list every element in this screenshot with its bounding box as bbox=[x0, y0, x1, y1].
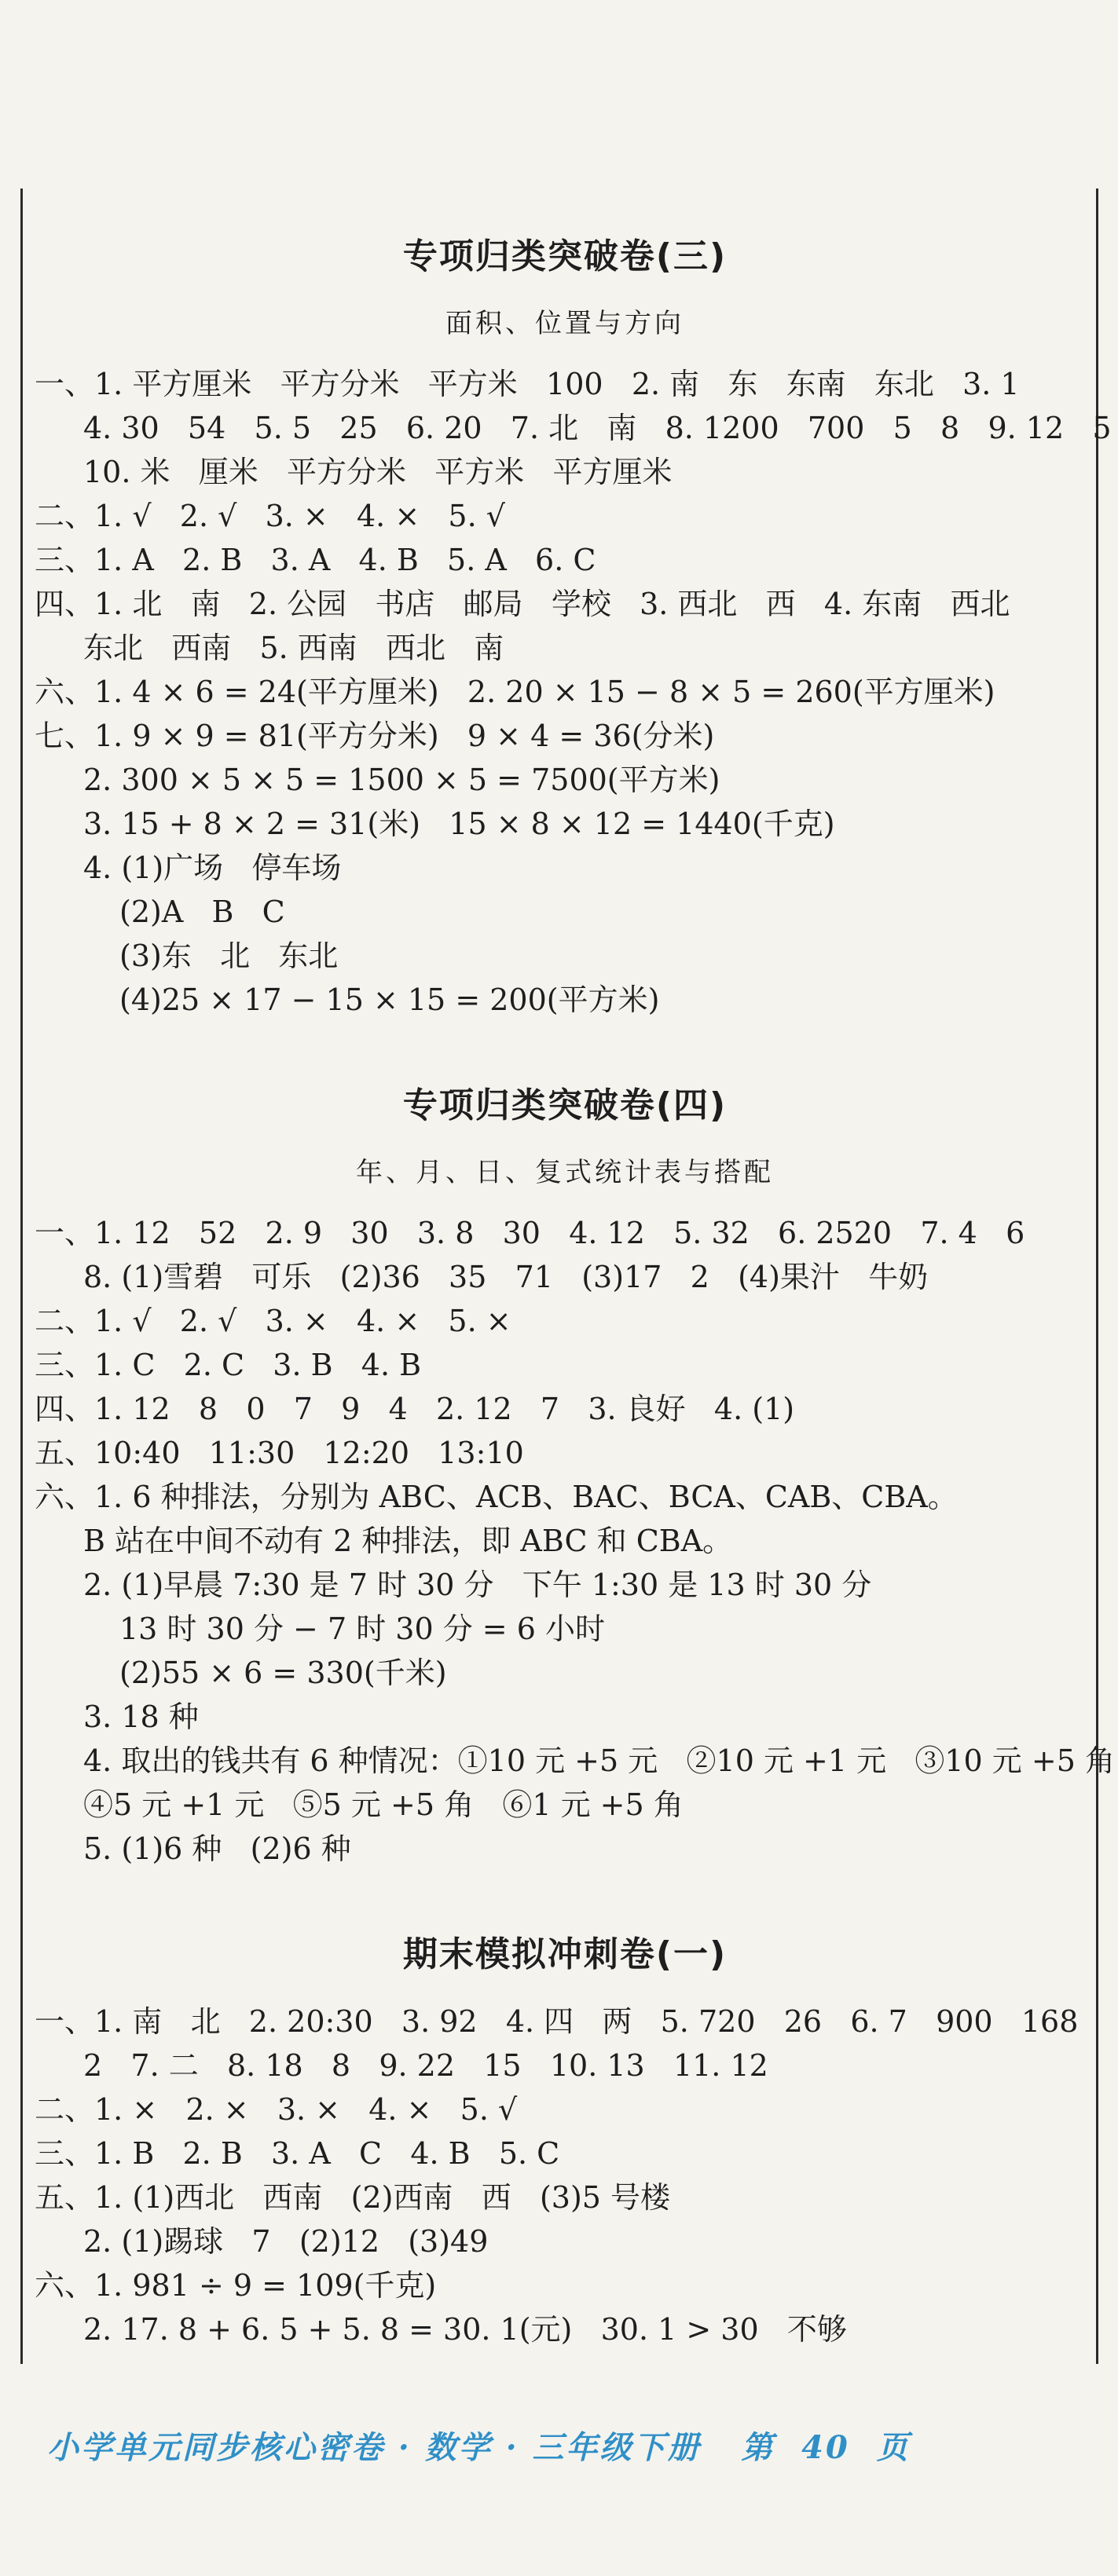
answer-line: (2)A B C bbox=[119, 895, 285, 929]
answer-line: 10. 米 厘米 平方分米 平方米 平方厘米 bbox=[83, 455, 673, 489]
answer-line: 2 7. 二 8. 18 8 9. 22 15 10. 13 11. 12 bbox=[83, 2048, 768, 2083]
answer-line: 三、1. B 2. B 3. A C 4. B 5. C bbox=[35, 2136, 560, 2171]
answer-line: 2. (1)踢球 7 (2)12 (3)49 bbox=[83, 2224, 489, 2259]
right-margin-rule bbox=[1096, 188, 1098, 2364]
answer-line: 2. (1)早晨 7:30 是 7 时 30 分 下午 1:30 是 13 时 30 分 bbox=[83, 1568, 872, 1602]
answer-line: 五、1. (1)西北 西南 (2)西南 西 (3)5 号楼 bbox=[35, 2180, 671, 2215]
section-subtitle: 年、月、日、复式统计表与搭配 bbox=[356, 1157, 774, 1188]
answer-line: 东北 西南 5. 西南 西北 南 bbox=[83, 631, 504, 665]
answer-line: 六、1. 981 ÷ 9 = 109(千克) bbox=[35, 2268, 437, 2303]
answer-line: 二、1. √ 2. √ 3. × 4. × 5. √ bbox=[35, 499, 505, 533]
answer-line: B 站在中间不动有 2 种排法，即 ABC 和 CBA。 bbox=[83, 1524, 733, 1558]
section-title: 期末模拟冲刺卷(一) bbox=[402, 1934, 728, 1974]
answer-section bbox=[35, 228, 1112, 1022]
answer-section bbox=[35, 1926, 1095, 2351]
answer-line: (2)55 × 6 = 330(千米) bbox=[119, 1656, 447, 1690]
answer-line: (3)东 北 东北 bbox=[119, 939, 339, 973]
answer-line: (4)25 × 17 − 15 × 15 = 200(平方米) bbox=[119, 982, 660, 1017]
answer-line: 13 时 30 分 − 7 时 30 分 = 6 小时 bbox=[119, 1612, 605, 1646]
answer-section bbox=[35, 1077, 1115, 1871]
section-title: 专项归类突破卷(三) bbox=[402, 236, 728, 276]
answer-line: 4. 取出的钱共有 6 种情况：①10 元 +5 元 ②10 元 +1 元 ③10 元 +5 角 bbox=[83, 1744, 1115, 1778]
answer-line: 5. (1)6 种 (2)6 种 bbox=[83, 1831, 351, 1866]
answer-line: 二、1. × 2. × 3. × 4. × 5. √ bbox=[35, 2092, 518, 2127]
answer-line: 七、1. 9 × 9 = 81(平方分米) 9 × 4 = 36(分米) bbox=[35, 719, 715, 753]
answer-line: 2. 300 × 5 × 5 = 1500 × 5 = 7500(平方米) bbox=[83, 763, 720, 797]
answer-line: 2. 17. 8 + 6. 5 + 5. 8 = 30. 1(元) 30. 1 > 30 不够 bbox=[83, 2312, 847, 2347]
answer-line: 六、1. 6 种排法，分别为 ABC、ACB、BAC、BCA、CAB、CBA。 bbox=[35, 1480, 958, 1514]
answer-content bbox=[35, 228, 1115, 2406]
answer-line: 四、1. 北 南 2. 公园 书店 邮局 学校 3. 西北 西 4. 东南 西北 bbox=[35, 587, 1010, 621]
answer-line: 8. (1)雪碧 可乐 (2)36 35 71 (3)17 2 (4)果汁 牛奶 bbox=[83, 1260, 929, 1294]
answer-line: ④5 元 +1 元 ⑤5 元 +5 角 ⑥1 元 +5 角 bbox=[83, 1787, 684, 1822]
answer-line: 3. 15 + 8 × 2 = 31(米) 15 × 8 × 12 = 1440(千克) bbox=[83, 807, 835, 841]
section-subtitle: 面积、位置与方向 bbox=[445, 308, 684, 339]
answer-line: 4. 30 54 5. 5 25 6. 20 7. 北 南 8. 1200 700 5 8 9. 12 5 bbox=[83, 411, 1112, 445]
answer-line: 一、1. 平方厘米 平方分米 平方米 100 2. 南 东 东南 东北 3. 1 bbox=[35, 367, 1020, 401]
answer-line: 二、1. √ 2. √ 3. × 4. × 5. × bbox=[35, 1304, 511, 1338]
section-title: 专项归类突破卷(四) bbox=[402, 1085, 728, 1125]
answer-line: 三、1. A 2. B 3. A 4. B 5. A 6. C bbox=[35, 543, 596, 577]
answer-line: 六、1. 4 × 6 = 24(平方厘米) 2. 20 × 15 − 8 × 5 = 260(平方厘米) bbox=[35, 675, 995, 709]
answer-line: 四、1. 12 8 0 7 9 4 2. 12 7 3. 良好 4. (1) bbox=[35, 1392, 795, 1426]
answer-line: 3. 18 种 bbox=[83, 1700, 199, 1734]
answer-line: 一、1. 南 北 2. 20:30 3. 92 4. 四 两 5. 720 26 6. 7 900 168 bbox=[35, 2004, 1079, 2039]
answer-line: 三、1. C 2. C 3. B 4. B bbox=[35, 1348, 422, 1382]
page-footer: 小学单元同步核心密卷 · 数学 · 三年级下册 第 40 页 bbox=[47, 2429, 911, 2466]
answer-line: 4. (1)广场 停车场 bbox=[83, 851, 342, 885]
left-margin-rule bbox=[20, 188, 23, 2364]
answer-line: 一、1. 12 52 2. 9 30 3. 8 30 4. 12 5. 32 6. 2520 7. 4 6 bbox=[35, 1216, 1025, 1250]
answer-line: 五、10:40 11:30 12:20 13:10 bbox=[35, 1436, 524, 1470]
